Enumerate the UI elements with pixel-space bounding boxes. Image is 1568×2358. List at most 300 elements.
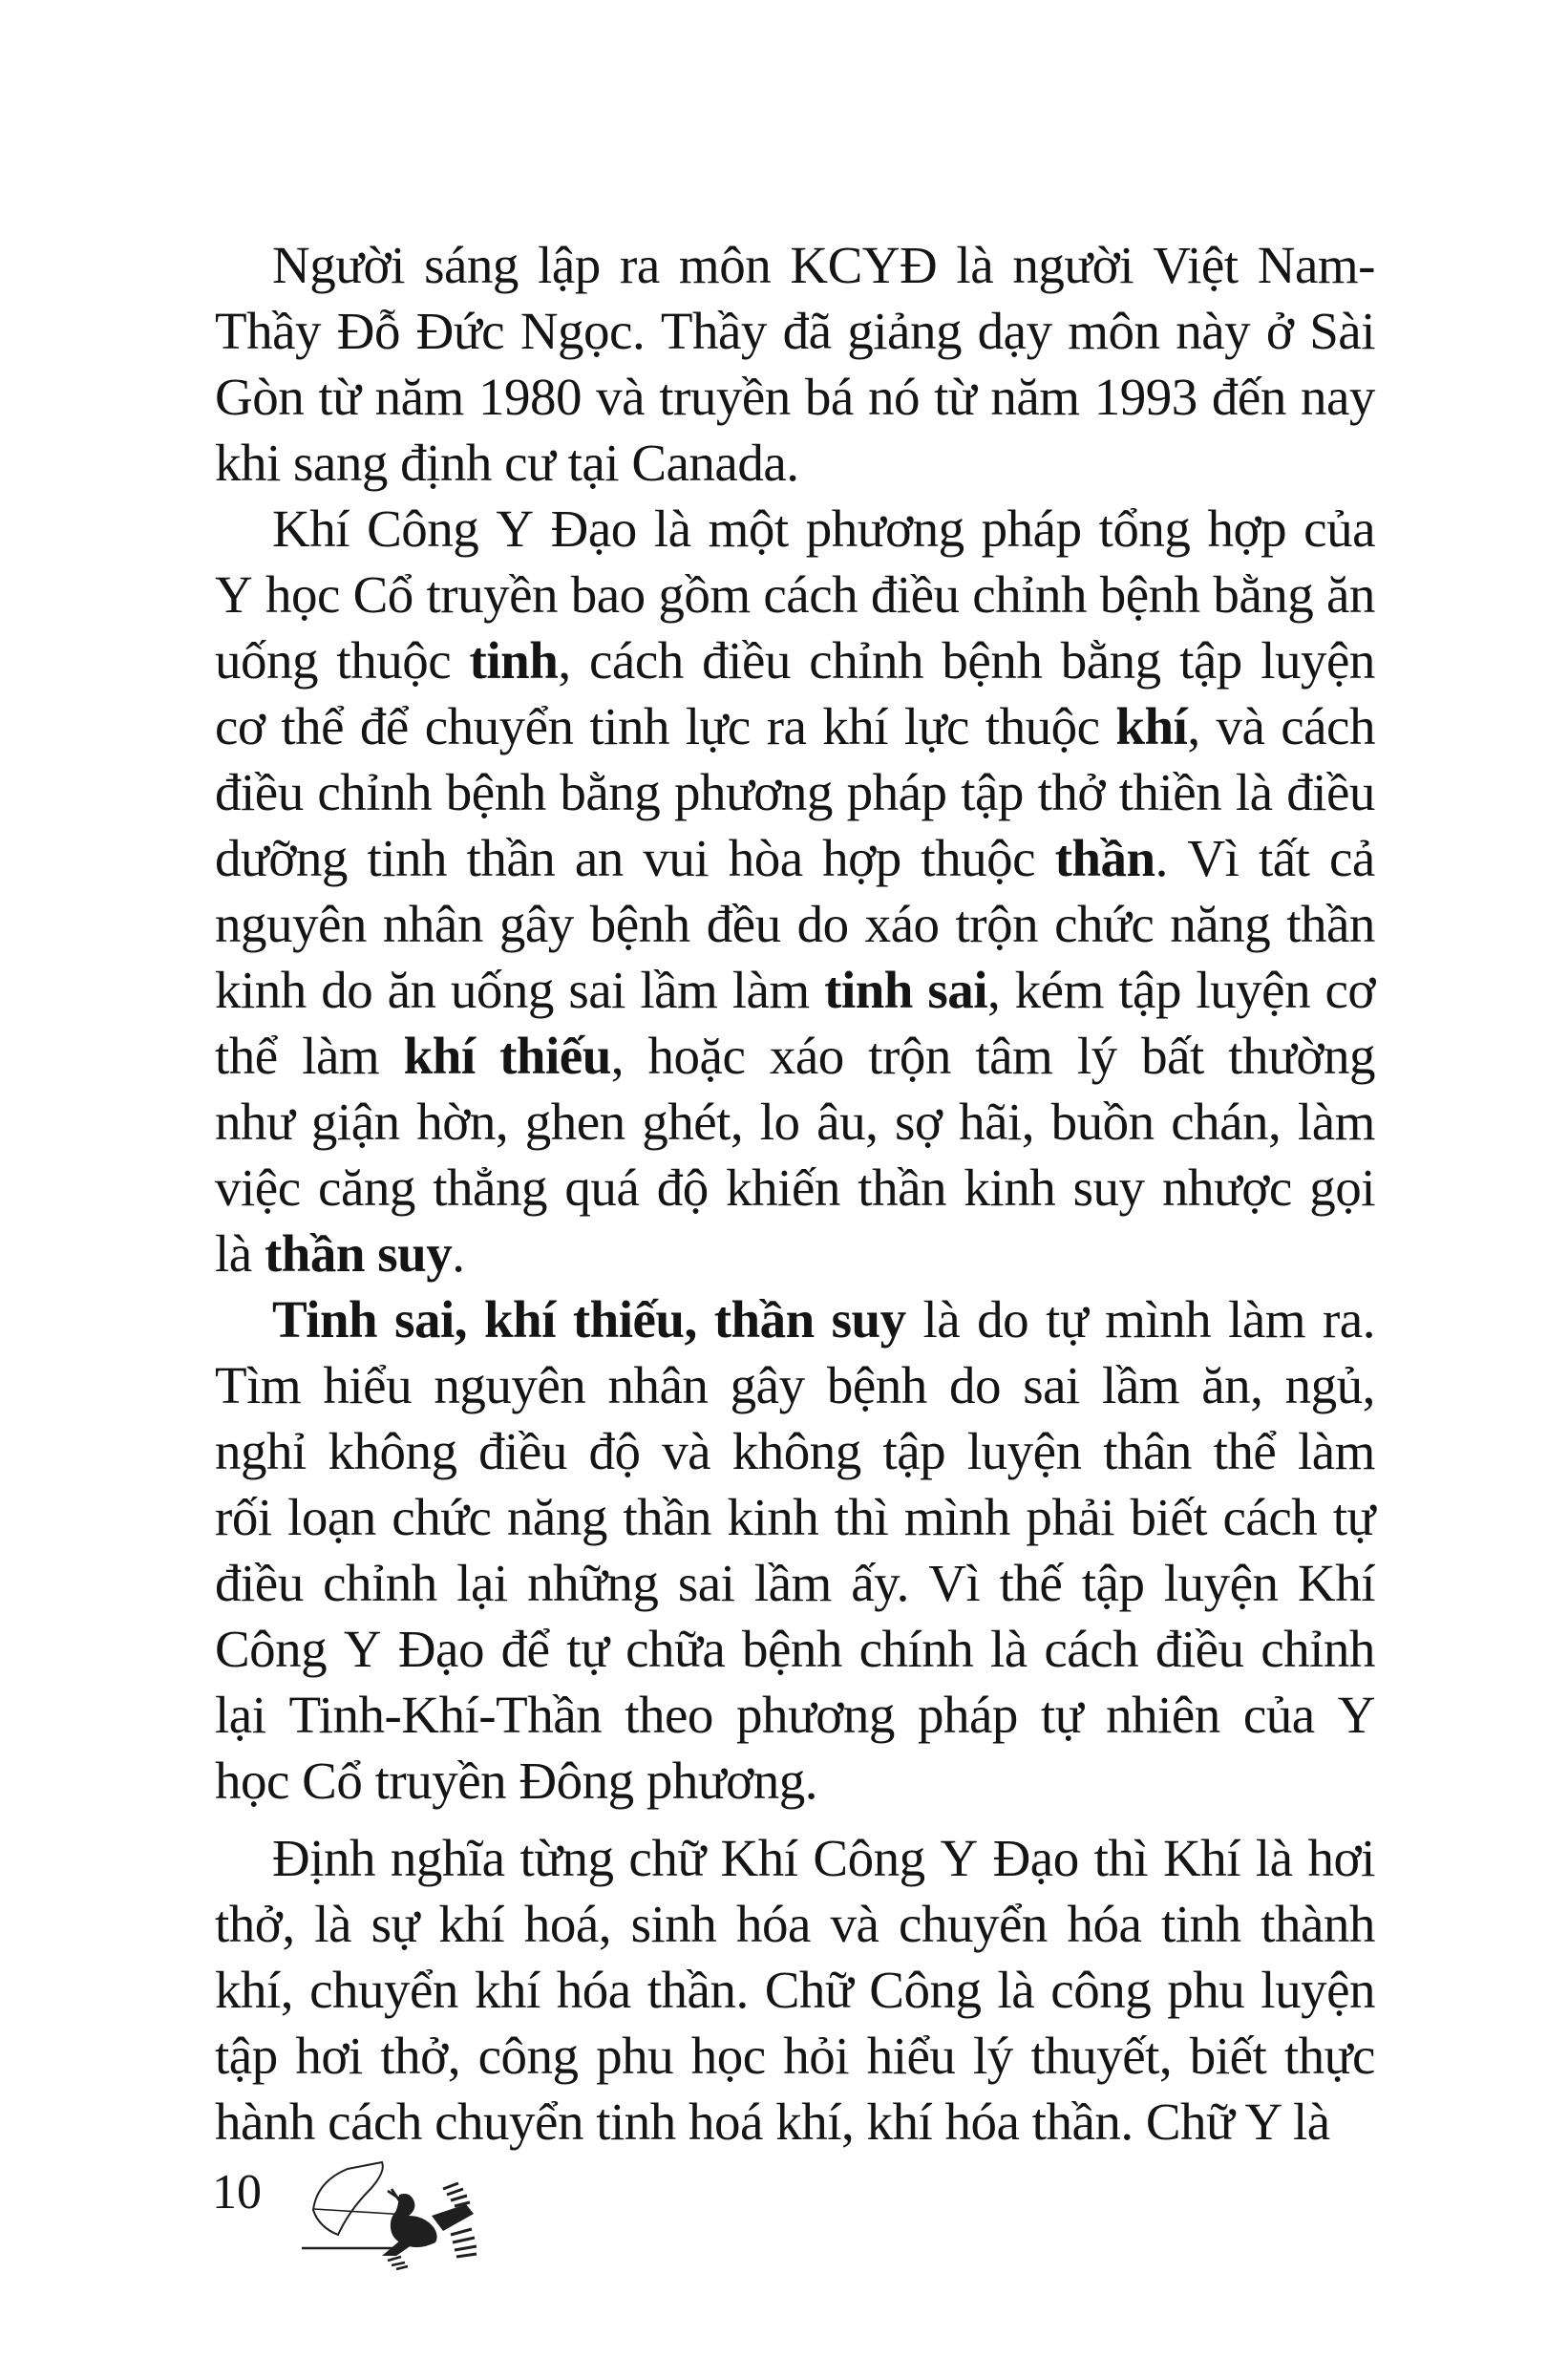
word: truyền [659,368,791,426]
text-line [215,693,1375,759]
word: người [1012,236,1134,294]
word: như [215,1093,295,1151]
text-line [215,1089,1375,1155]
word: bất [1141,1027,1204,1085]
word: căng [318,1158,415,1217]
word: thở, [380,2027,460,2085]
word: 1980 [478,368,582,426]
word: thiếu, [572,1290,697,1349]
word: mình [903,1488,1010,1546]
word: luyện [1261,1961,1375,2019]
word: cách [763,565,858,624]
word: sinh [630,1895,717,1953]
word: Tinh-Khí-Thần [288,1686,603,1744]
text-line [215,1748,1375,1814]
word: làm [731,961,810,1019]
word: xáo [769,1027,844,1085]
word: kinh [727,1488,819,1546]
word: tập [882,1422,946,1480]
text-run: . [452,1224,465,1283]
word: lầm [640,961,718,1019]
word: luyện [1261,631,1375,690]
text-line [215,759,1375,825]
word: việc [215,1158,301,1217]
word: khí [474,1961,540,2019]
word: một [708,499,789,558]
word: sáng [424,236,519,294]
word: tự [1332,1488,1375,1546]
word: chính [858,1620,974,1678]
word: nhân [382,895,483,953]
word: hiểu [323,1356,413,1414]
word: sai [1023,1356,1080,1414]
word: tự [566,1620,609,1678]
text-line [215,1891,1375,1957]
word: ghét, [642,1093,744,1151]
word: ở [1265,302,1294,360]
word: loạn [287,1488,376,1546]
word: Thầy [660,302,767,360]
word: phu [596,2027,674,2085]
word: bá [804,368,854,426]
word: tự [1040,1686,1084,1744]
word: lo [759,1093,800,1151]
word: của [1242,1686,1315,1744]
word: gồm [658,565,751,624]
word: bao [570,565,646,624]
word: hỏi [783,2027,850,2085]
word: kinh [215,961,307,1019]
word: thành [1261,1895,1375,1953]
word: quá [564,1158,640,1217]
word: Vì [1187,829,1240,887]
word: kém [1014,961,1104,1019]
word: chuyển [309,1961,458,2019]
word: xáo [864,895,940,953]
text-line [215,232,1375,298]
word: nhân [607,1356,709,1414]
word: thuộc [336,631,452,690]
word: Đạo [550,499,637,558]
word: phương [674,763,833,821]
word: môn [678,236,772,294]
text-line [215,957,1375,1023]
word: làm [302,1027,380,1085]
word: pháp [981,499,1082,558]
word: để [359,697,409,755]
word: Khí [1163,1829,1241,1887]
word: bằng [1213,565,1314,624]
paragraph [215,1825,1375,2155]
word: luyện [1163,1554,1279,1612]
word: không [328,1422,457,1480]
word: từ [318,368,361,426]
word: cách [1222,1488,1318,1546]
word: đều [706,895,781,953]
text-line [215,1352,1375,1418]
word: bệnh [826,1356,927,1414]
text-line [215,1825,1375,1891]
word: chữa [625,1620,726,1678]
word: thể [281,697,345,755]
word: điều [702,631,791,690]
word: bệnh [741,1620,842,1678]
word: thuyết, [1030,2027,1173,2085]
page-footer [212,2160,486,2270]
text-run: là [215,1224,265,1283]
word: nguyên [215,895,367,953]
word: độ [656,1158,709,1217]
word: thần [466,829,556,887]
word: gây [730,1356,805,1414]
word: tinh [824,961,913,1019]
word: chán, [1171,1093,1282,1151]
word: sai, [394,1290,468,1349]
word: bệnh [589,895,690,953]
word: nguyên [434,1356,586,1414]
word: khí [822,697,889,755]
word: cả [1329,829,1375,887]
word: thì [834,1488,889,1546]
word: lý [973,2027,1013,2085]
text-line [215,1484,1375,1550]
word: độ [588,1422,641,1480]
word: môn [1068,302,1160,360]
text-line [215,496,1375,562]
word: Định [272,1829,375,1887]
word: buồn [1050,1093,1155,1151]
word: hóa [735,1895,811,1953]
word: bệnh [445,763,546,821]
word: lý [1076,1027,1117,1085]
word: chỉnh [1261,1620,1375,1678]
word: do [321,961,373,1019]
word: thể [215,1027,278,1085]
word: sợ [894,1093,943,1151]
word: tâm [975,1027,1053,1085]
text-line [215,1221,1375,1286]
word: Khí [272,499,350,558]
word: tinh, [469,631,571,690]
word: đến [1211,368,1286,426]
paragraph [215,232,1375,496]
word: Đỗ [336,302,400,360]
word: kinh [964,1158,1056,1217]
word: ra [766,697,807,755]
word: dạy [977,302,1052,360]
word: thở [1037,763,1105,821]
word: Chữ [764,1961,854,2019]
word: do [796,895,849,953]
text-line [215,364,1375,430]
text-line [215,430,1375,496]
word: uống [215,631,318,690]
word: trộn [868,1027,951,1085]
word: biết [1130,1488,1208,1546]
word: tổng [1098,499,1191,558]
word: là [1235,763,1273,821]
word: ghen [524,1093,625,1151]
word: bằng [560,763,661,821]
publisher-logo-bird-icon [300,2160,486,2270]
word: gọi [1309,1158,1375,1217]
word: điều [215,1554,304,1612]
text-line [215,1957,1375,2023]
word: tinh [589,697,669,755]
word: và [662,1422,711,1480]
word: là [997,1961,1035,2019]
text-line [215,891,1375,957]
word: thần. [646,1961,749,2019]
word: là [922,1290,961,1349]
word: Khí [720,1829,798,1887]
word: lập [538,236,601,294]
word: Đức [415,302,505,360]
word: Sài [1309,302,1375,360]
text-line [215,1023,1375,1089]
word: suy [1072,1158,1145,1217]
word: Y [496,499,534,558]
word: và [596,368,646,426]
text-line [215,1616,1375,1682]
word: tự [1046,1290,1089,1349]
word: bệnh [1099,565,1200,624]
word: thần. [1054,829,1168,887]
word: 1993 [1093,368,1197,426]
word: hợp [1207,499,1287,558]
word: lực [903,697,969,755]
word: khí [438,1895,505,1953]
word: điều [1286,763,1375,821]
word: Công [367,499,479,558]
word: lại [215,1686,266,1744]
word: ra [620,236,660,294]
word: tinh [367,829,448,887]
word: cách [1281,697,1375,755]
word: phương [735,1686,895,1744]
word: cơ [1324,961,1375,1019]
word: âu, [816,1093,879,1151]
word: thần [858,1158,946,1217]
word: an [574,829,624,887]
word: Y [215,565,253,624]
word: năng [1170,895,1271,953]
word: Việt [1153,236,1239,294]
word: ấy. [851,1554,909,1612]
word: theo [625,1686,713,1744]
word: hóa [556,1961,631,2019]
word: khí, [215,1961,294,2019]
word: chỉnh [317,763,433,821]
word: thuộc [985,697,1100,755]
word: không [731,1422,861,1480]
word: khí [483,1290,556,1349]
word: Công [869,1961,982,2019]
word: thì [1093,1829,1149,1887]
word: lại [456,1554,508,1612]
word: sự [371,1895,419,1953]
word: chữ [628,1829,706,1887]
word: nó [867,368,920,426]
word: thân [1103,1422,1192,1480]
word: điều [215,763,304,821]
word: của [1303,499,1375,558]
word: hờn, [416,1093,509,1151]
word: sai, [927,961,1001,1019]
word: này [1176,302,1251,360]
word: biết [1189,2027,1267,2085]
word: giận [310,1093,400,1151]
word: Y [343,1620,382,1678]
word: Người [272,236,405,294]
text-line [215,562,1375,627]
word: nghỉ [215,1422,307,1480]
word: những [527,1554,659,1612]
word: học [265,565,340,624]
text-run: hành cách chuyển tinh hoá khí, khí hóa thần. Chữ Y là [215,2092,1330,2151]
word: luyện [1196,961,1311,1019]
word: điều [1155,1620,1244,1678]
word: để [500,1620,550,1678]
word: nay [1300,368,1375,426]
word: chuyển [899,1895,1048,1953]
word: thực [1283,2027,1375,2085]
word: hoặc [647,1027,746,1085]
word: hóa [1067,1895,1142,1953]
word: ra. [1322,1290,1375,1349]
word: thiền [1118,763,1222,821]
text-run: học Cổ truyền Đông phương. [215,1752,817,1810]
word: điều [478,1422,567,1480]
word: thiếu, [499,1027,625,1085]
word: Cổ [352,565,413,624]
text-line [215,627,1375,693]
word: Đạo [992,1829,1079,1887]
word: tập [1118,961,1181,1019]
word: giảng [847,302,962,360]
word: năng [506,1488,607,1546]
word: điều [870,565,960,624]
word: cách [1044,1620,1139,1678]
word: hơi [1307,1829,1375,1887]
word: do [948,1356,1001,1414]
paragraph [215,496,1375,1286]
word: năm [990,368,1080,426]
word: làm [1297,1422,1375,1480]
word: chức [1054,895,1155,953]
word: tập [1081,1554,1145,1612]
word: từng [519,1829,614,1887]
word: uống [450,961,554,1019]
word: khí, [1115,697,1200,755]
word: rối [215,1488,272,1546]
word: thần [1286,895,1375,953]
word: là [653,499,691,558]
word: tất [1258,829,1310,887]
word: mình [1105,1290,1212,1349]
word: là [314,1895,351,1953]
word: phương [805,499,964,558]
word: tập [215,2027,278,2085]
word: hợp [822,829,901,887]
word: bệnh [942,631,1043,690]
word: sai [677,1554,735,1612]
word: phải [1026,1488,1115,1546]
word: pháp [846,763,947,821]
word: tinh [1161,1895,1241,1953]
word: Nam- [1257,236,1375,294]
word: làm [1297,1093,1375,1151]
word: Công [813,1829,925,1887]
word: suy [831,1290,906,1349]
page-number: 10 [212,2165,262,2220]
word: Tìm [215,1356,302,1414]
word: cách [589,631,684,690]
word: là [1255,1829,1293,1887]
word: thế [999,1554,1063,1612]
word: ăn [1325,565,1375,624]
word: Tinh [272,1290,378,1349]
word: từ [934,368,977,426]
word: chỉnh [972,565,1087,624]
word: trộn [955,895,1039,953]
word: chuyển [424,697,574,755]
body-text [215,232,1375,2155]
word: là [989,1620,1028,1678]
word: làm [1228,1290,1306,1349]
word: nghĩa [390,1829,505,1887]
word: Thầy [215,302,322,360]
word: khiến [726,1158,840,1217]
paragraph [215,1286,1375,1814]
word: dưỡng [215,829,348,887]
word: tập [961,763,1024,821]
text-line [215,2023,1375,2089]
word: nhược [1161,1158,1292,1217]
word: Y [940,1829,978,1887]
word: ăn, [1201,1356,1263,1414]
word: là [956,236,994,294]
text-run: khi sang định cư tại Canada. [215,434,799,492]
word: thần [713,1290,815,1349]
word: cơ [215,697,265,755]
word: lầm [753,1554,832,1612]
word: thần [623,1488,712,1546]
word: hoá, [523,1895,611,1953]
word: nhiên [1106,1686,1220,1744]
bold-text: thần suy [264,1224,453,1283]
word: và [1216,697,1265,755]
text-line [215,1155,1375,1221]
word: đã [782,302,832,360]
word: Đạo [397,1620,484,1678]
word: thường [1228,1027,1375,1085]
text-line [215,298,1375,364]
word: lực [685,697,751,755]
word: năm [374,368,464,426]
word: tập [1179,631,1242,690]
text-line [215,2089,1375,2155]
word: do [977,1290,1029,1349]
word: luyện [966,1422,1082,1480]
word: hòa [728,829,803,887]
word: thẳng [433,1158,547,1217]
word: bằng [1060,631,1161,690]
word: truyền [426,565,559,624]
word: thở, [215,1895,295,1953]
word: học [690,2027,766,2085]
word: công [1050,1961,1152,2019]
